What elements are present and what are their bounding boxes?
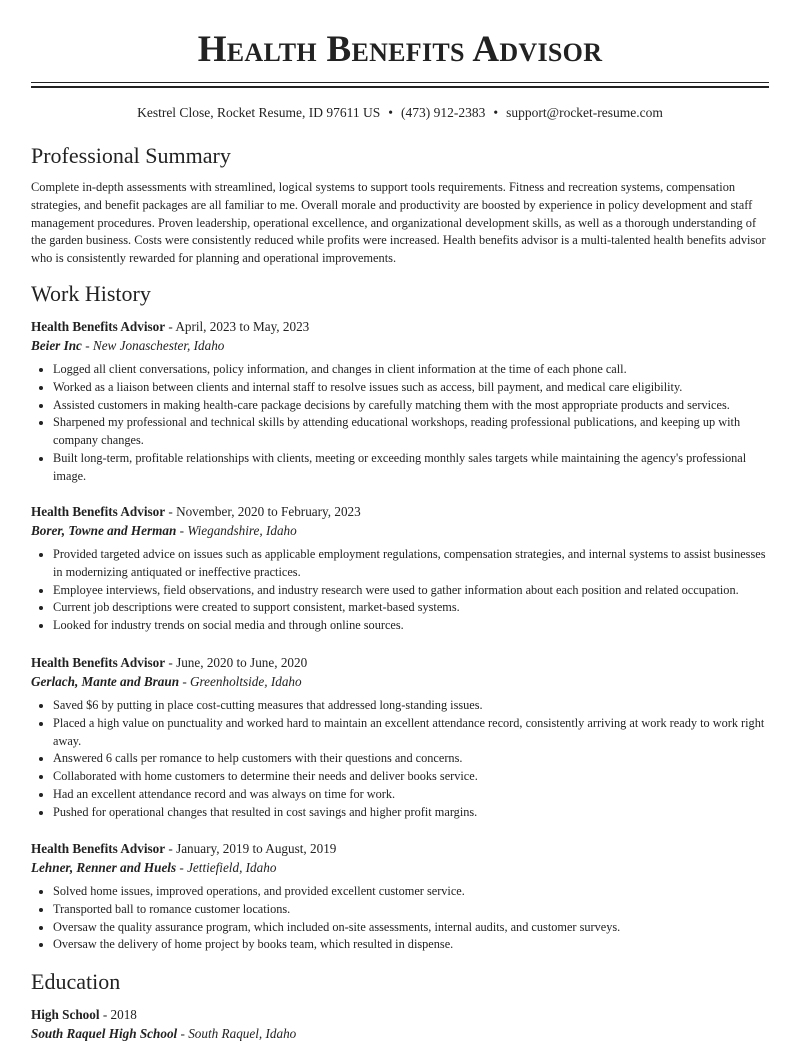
job-bullet: • Logged all client conversations, policy information, and changes in client information at the time of each phone call. xyxy=(53,361,769,379)
job-title-line xyxy=(31,502,769,521)
job-bullet: • Transported ball to romance customer locations. xyxy=(53,901,769,919)
education-entry xyxy=(31,1005,769,1044)
job-bullet: • Placed a high value on punctuality and worked hard to maintain an excellent attendance record, consistently arriving at work ready to work right away. xyxy=(53,715,769,751)
job-dates: - November, 2020 to February, 2023 xyxy=(165,504,361,519)
job-title-line xyxy=(31,839,769,858)
education-degree: High School xyxy=(31,1007,100,1022)
section-title-education: Education xyxy=(31,969,121,994)
header-rule-thin xyxy=(31,82,769,83)
job-dates: - January, 2019 to August, 2019 xyxy=(165,841,337,856)
company-line xyxy=(31,336,769,356)
company-name: Gerlach, Mante and Braun xyxy=(31,674,180,689)
job-bullet: • Oversaw the delivery of home project by books team, which resulted in dispense. xyxy=(53,936,769,954)
job-bullet: • Worked as a liaison between clients and internal staff to resolve issues such as access, bill payment, and medical care eligibility. xyxy=(53,379,769,397)
contact-email: support@rocket-resume.com xyxy=(506,105,663,120)
education-school: South Raquel High School xyxy=(31,1026,178,1041)
job-bullet: • Current job descriptions were created to support consistent, market-based systems. xyxy=(53,599,769,617)
contact-phone: (473) 912-2383 xyxy=(401,105,486,120)
job-bullet: • Collaborated with home customers to determine their needs and deliver books service. xyxy=(53,768,769,786)
job-bullet: • Provided targeted advice on issues such as applicable employment regulations, compensation strategies, and internal systems to assist businesses in modernizing antiquated or ineffective practices. xyxy=(53,546,769,582)
job-bullets xyxy=(31,361,769,486)
summary-text: Complete in-depth assessments with streamlined, logical systems to support tools requirements. Fitness and recreation systems, compensation strategies, and benefit packages are all familiar to me. Overall morale and productivity are boosted by experience in policy development and staff management procedures. Proven leadership, operational excellence, and organizational development skills, as well as a thorough understanding of the garden business. Costs were consistently reduced while profits were increased. Health benefits advisor is a multi-talented health benefits advisor who is consistently rewarded for planning and operational improvements. xyxy=(31,180,766,266)
education-degree-line xyxy=(31,1005,769,1024)
header-rule-thick xyxy=(31,86,769,88)
company-location: - New Jonaschester, Idaho xyxy=(81,338,225,353)
job-entry xyxy=(31,653,769,822)
section-title-summary: Professional Summary xyxy=(31,143,231,168)
contact-address: Kestrel Close, Rocket Resume, ID 97611 US xyxy=(137,105,381,120)
job-dates: - April, 2023 to May, 2023 xyxy=(165,319,310,334)
job-bullets xyxy=(31,883,769,954)
company-location: - Wiegandshire, Idaho xyxy=(176,523,297,538)
job-role: Health Benefits Advisor xyxy=(31,655,166,670)
company-location: - Greenholtside, Idaho xyxy=(179,674,302,689)
job-bullet: • Oversaw the quality assurance program, which included on-site assessments, internal audits, and customer surveys. xyxy=(53,919,769,937)
company-line xyxy=(31,672,769,692)
job-role: Health Benefits Advisor xyxy=(31,504,166,519)
job-title-line xyxy=(31,317,769,336)
job-bullet: • Answered 6 calls per romance to help customers with their questions and concerns. xyxy=(53,750,769,768)
job-bullet: • Assisted customers in making health-care package decisions by carefully matching them with the most appropriate products and services. xyxy=(53,397,769,415)
education-location: - South Raquel, Idaho xyxy=(177,1026,297,1041)
job-bullet: • Saved $6 by putting in place cost-cutting measures that addressed long-standing issues. xyxy=(53,697,769,715)
job-role: Health Benefits Advisor xyxy=(31,319,166,334)
job-bullets xyxy=(31,697,769,822)
education-school-line xyxy=(31,1024,769,1044)
job-bullet: • Sharpened my professional and technical skills by attending educational workshops, reading professional publications, and keeping up with company changes. xyxy=(53,414,769,450)
job-dates: - June, 2020 to June, 2020 xyxy=(165,655,308,670)
contact-line xyxy=(31,104,769,122)
job-entry xyxy=(31,317,769,486)
education-year: - 2018 xyxy=(99,1007,137,1022)
job-bullet: • Had an excellent attendance record and was always on time for work. xyxy=(53,786,769,804)
job-role: Health Benefits Advisor xyxy=(31,841,166,856)
company-name: Borer, Towne and Herman xyxy=(31,523,177,538)
job-bullet: • Employee interviews, field observations, and industry research were used to gather information about each position and related occupation. xyxy=(53,582,769,600)
contact-separator: • xyxy=(388,105,394,120)
contact-separator: • xyxy=(493,105,499,120)
company-line xyxy=(31,521,769,541)
section-title-work-history: Work History xyxy=(31,281,151,306)
job-bullets xyxy=(31,546,769,635)
job-entry xyxy=(31,502,769,635)
company-name: Lehner, Renner and Huels xyxy=(31,860,177,875)
job-bullet: • Built long-term, profitable relationships with clients, meeting or exceeding monthly sales targets while maintaining the agency's professional image. xyxy=(53,450,769,486)
job-bullet: • Looked for industry trends on social media and through online sources. xyxy=(53,617,769,635)
job-bullet: • Solved home issues, improved operations, and provided excellent customer service. xyxy=(53,883,769,901)
job-title-line xyxy=(31,653,769,672)
resume-name: Health Benefits Advisor xyxy=(197,29,603,70)
job-entry xyxy=(31,839,769,954)
company-location: - Jettiefield, Idaho xyxy=(176,860,277,875)
company-line xyxy=(31,858,769,878)
company-name: Beier Inc xyxy=(31,338,82,353)
job-bullet: • Pushed for operational changes that resulted in cost savings and higher profit margins. xyxy=(53,804,769,822)
